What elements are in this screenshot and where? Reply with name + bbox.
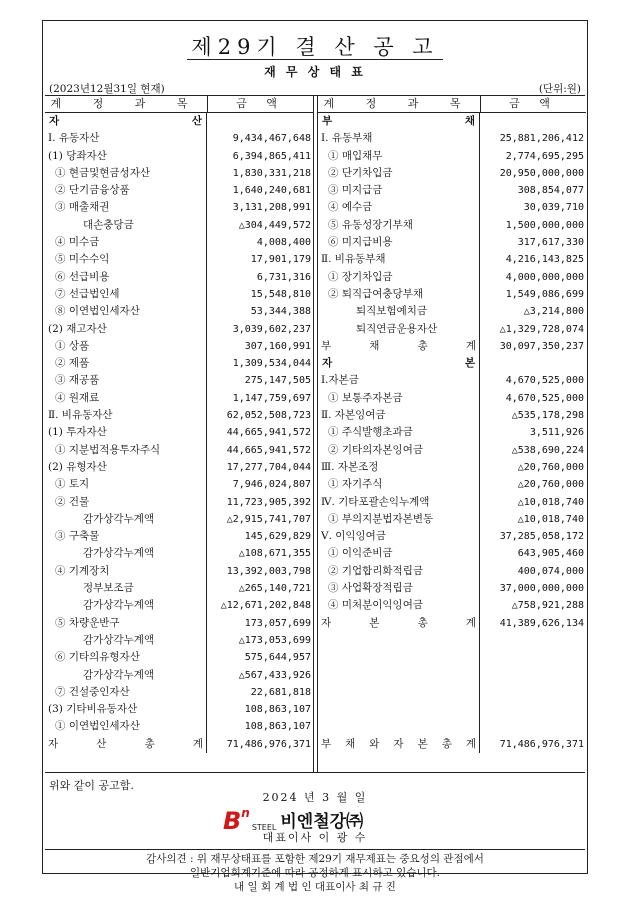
account-cell: 감가상각누계액 bbox=[45, 545, 207, 562]
table-row bbox=[45, 130, 313, 147]
account-cell: 퇴직연금운용자산 bbox=[318, 321, 480, 338]
table-row bbox=[318, 286, 586, 303]
amount-cell bbox=[480, 718, 586, 735]
table-row bbox=[318, 251, 586, 268]
account-cell: ① 이연법인세자산 bbox=[45, 718, 207, 735]
amount-cell: 7,946,024,807 bbox=[232, 479, 311, 491]
table-row bbox=[45, 372, 313, 389]
amount-cell bbox=[480, 667, 586, 684]
account-cell: 정부보조금 bbox=[45, 580, 207, 597]
account-cell: 대손충당금 bbox=[45, 217, 207, 234]
amount-cell: △2,915,741,707 bbox=[226, 513, 311, 525]
total-char: 총 bbox=[417, 339, 428, 352]
assets-column bbox=[45, 96, 314, 772]
amount-cell: 307,160,991 bbox=[244, 340, 311, 352]
amount-cell: △1,329,728,074 bbox=[499, 323, 584, 335]
announcement-date: 2024 년 3 월 일 bbox=[262, 791, 368, 804]
table-row bbox=[318, 217, 586, 234]
statement-subtitle: 재 무 상 태 표 bbox=[264, 65, 366, 79]
table-row bbox=[45, 217, 313, 234]
account-cell: ② 단기금융상품 bbox=[45, 182, 207, 199]
table-row bbox=[318, 182, 586, 199]
total-char: 자 bbox=[48, 737, 59, 750]
account-cell: ② 제품 bbox=[45, 355, 207, 372]
table-row bbox=[318, 165, 586, 182]
section-char: 본 bbox=[464, 357, 475, 370]
amount-cell: △10,018,740 bbox=[517, 513, 584, 525]
table-row bbox=[45, 182, 313, 199]
amount-cell: 4,670,525,000 bbox=[505, 392, 584, 404]
account-cell: ② 건물 bbox=[45, 494, 207, 511]
account-cell: ② 기업합리화적립금 bbox=[318, 563, 480, 580]
amount-cell: 3,131,208,991 bbox=[232, 202, 311, 214]
total-char: 산 bbox=[96, 737, 107, 750]
table-row bbox=[318, 545, 586, 562]
liabilities-header bbox=[318, 96, 586, 113]
account-cell: ① 장기차입금 bbox=[318, 269, 480, 286]
assets-header bbox=[45, 96, 313, 113]
amount-cell: 1,309,534,044 bbox=[232, 358, 311, 370]
account-cell: ④ 원재료 bbox=[45, 390, 207, 407]
table-row bbox=[45, 667, 313, 684]
amount-cell: 22,681,818 bbox=[250, 686, 311, 698]
account-cell: ④ 기계장치 bbox=[45, 563, 207, 580]
amount-cell: △304,449,572 bbox=[238, 219, 311, 231]
amount-cell: △567,433,926 bbox=[238, 669, 311, 681]
amount-cell: 1,549,086,699 bbox=[505, 288, 584, 300]
total-char: 총 bbox=[441, 737, 452, 750]
amount-cell: 15,548,810 bbox=[250, 288, 311, 300]
amount-header: 금 액 bbox=[509, 97, 558, 110]
amount-cell: 4,000,000,000 bbox=[505, 271, 584, 283]
page-title: 제29기 결 산 공 고 bbox=[43, 31, 587, 61]
amount-cell: △20,760,000 bbox=[517, 461, 584, 473]
total-char: 부 bbox=[321, 339, 332, 352]
amount-cell: 1,830,331,218 bbox=[232, 167, 311, 179]
account-cell: ⑤ 유동성장기부채 bbox=[318, 217, 480, 234]
table-row bbox=[45, 251, 313, 268]
account-cell: ⑤ 미수수익 bbox=[45, 251, 207, 268]
notice-text: 위와 같이 공고함. bbox=[49, 779, 134, 792]
account-cell: ① 보통주자본금 bbox=[318, 390, 480, 407]
amount-cell: △20,760,000 bbox=[517, 479, 584, 491]
logo-letter-b: B bbox=[223, 807, 242, 835]
amount-cell: 11,723,905,392 bbox=[226, 496, 311, 508]
total-char: 자 bbox=[321, 616, 332, 629]
account-cell bbox=[318, 632, 480, 649]
total-char: 채 bbox=[345, 737, 356, 750]
table-row bbox=[318, 580, 586, 597]
account-cell: ② 기타의자본잉여금 bbox=[318, 442, 480, 459]
account-cell bbox=[318, 701, 480, 718]
total-char: 본 bbox=[417, 737, 428, 750]
table-row bbox=[318, 372, 586, 389]
table-row bbox=[318, 130, 586, 147]
table-row bbox=[318, 701, 586, 718]
table-row bbox=[318, 321, 586, 338]
amount-cell: 1,147,759,697 bbox=[232, 392, 311, 404]
account-cell bbox=[318, 718, 480, 735]
table-row bbox=[45, 615, 313, 632]
table-row bbox=[45, 199, 313, 216]
section-char: 자 bbox=[49, 115, 60, 127]
audit-line-2: 일반기업회계기준에 따라 공정하게 표시하고 있습니다. bbox=[190, 867, 440, 879]
amount-cell: 4,008,400 bbox=[256, 237, 311, 249]
amount-cell: △108,671,355 bbox=[238, 548, 311, 560]
amount-cell: 4,216,143,825 bbox=[505, 254, 584, 266]
account-cell: Ⅰ.자본금 bbox=[318, 372, 480, 389]
table-row bbox=[45, 407, 313, 424]
table-row bbox=[45, 148, 313, 165]
account-cell: ③ 구축물 bbox=[45, 528, 207, 545]
account-cell: (2) 재고자산 bbox=[45, 321, 207, 338]
amount-cell: 41,389,626,134 bbox=[499, 617, 584, 629]
account-cell bbox=[318, 736, 480, 753]
amount-header: 금 액 bbox=[236, 97, 285, 110]
total-row bbox=[318, 736, 586, 753]
amount-cell bbox=[480, 701, 586, 718]
amount-cell bbox=[480, 649, 586, 666]
account-cell: ① 매입채무 bbox=[318, 148, 480, 165]
table-row bbox=[318, 667, 586, 684]
amount-cell: 4,670,525,000 bbox=[505, 375, 584, 387]
account-cell: Ⅱ. 비유동자산 bbox=[45, 407, 207, 424]
amount-cell: △538,690,224 bbox=[511, 444, 584, 456]
account-cell: 감가상각누계액 bbox=[45, 667, 207, 684]
account-cell: ⑥ 선급비용 bbox=[45, 269, 207, 286]
section-char: 자 bbox=[322, 357, 333, 370]
account-cell bbox=[45, 736, 207, 753]
table-row bbox=[45, 338, 313, 355]
account-cell bbox=[318, 684, 480, 701]
amount-cell: 6,394,865,411 bbox=[232, 150, 311, 162]
table-row bbox=[318, 649, 586, 666]
total-char: 총 bbox=[417, 616, 428, 629]
total-row bbox=[45, 736, 313, 753]
account-cell: ① 이익준비금 bbox=[318, 545, 480, 562]
amount-cell: 71,486,976,371 bbox=[499, 738, 584, 750]
amount-cell: 3,511,926 bbox=[529, 427, 584, 439]
amount-cell: 30,039,710 bbox=[523, 202, 584, 214]
amount-cell: △10,018,740 bbox=[517, 496, 584, 508]
total-char: 본 bbox=[369, 616, 380, 629]
amount-cell: 71,486,976,371 bbox=[226, 738, 311, 750]
section-row bbox=[318, 355, 586, 372]
amount-cell: 575,644,957 bbox=[244, 652, 311, 664]
table-row bbox=[318, 632, 586, 649]
account-cell bbox=[318, 667, 480, 684]
table-row bbox=[45, 269, 313, 286]
table-row bbox=[45, 528, 313, 545]
amount-cell: △758,921,288 bbox=[511, 600, 584, 612]
section-row bbox=[45, 113, 313, 130]
audit-opinion bbox=[45, 849, 585, 893]
account-cell: ⑥ 미지급비용 bbox=[318, 234, 480, 251]
table-row bbox=[318, 390, 586, 407]
account-cell: ① 토지 bbox=[45, 476, 207, 493]
table-row bbox=[318, 718, 586, 735]
account-cell: Ⅳ. 기타포괄손익누계액 bbox=[318, 494, 480, 511]
total-char: 계 bbox=[465, 737, 476, 750]
table-row bbox=[45, 165, 313, 182]
table-row bbox=[45, 303, 313, 320]
total-char: 와 bbox=[369, 737, 380, 750]
total-char: 계 bbox=[465, 339, 476, 352]
account-cell bbox=[318, 113, 480, 130]
total-char: 부 bbox=[321, 737, 332, 750]
amount-cell: 17,277,704,044 bbox=[226, 461, 311, 473]
table-row bbox=[45, 286, 313, 303]
account-cell: ① 부의지분법자본변동 bbox=[318, 511, 480, 528]
table-row bbox=[318, 234, 586, 251]
table-row bbox=[45, 563, 313, 580]
section-char: 채 bbox=[464, 115, 475, 127]
account-cell: Ⅰ. 유동자산 bbox=[45, 130, 207, 147]
audit-line-1: 감사의견 : 위 재무상태표를 포함한 제29기 재무제표는 중요성의 관점에서 bbox=[146, 853, 484, 865]
amount-cell: △265,140,721 bbox=[238, 583, 311, 595]
amount-cell: 37,285,058,172 bbox=[499, 531, 584, 543]
account-cell: ③ 매출채권 bbox=[45, 199, 207, 216]
table-row bbox=[318, 424, 586, 441]
account-cell: ① 자기주식 bbox=[318, 476, 480, 493]
section-char: 산 bbox=[191, 115, 202, 127]
account-cell: (3) 기타비유동자산 bbox=[45, 701, 207, 718]
amount-cell: 3,039,602,237 bbox=[232, 323, 311, 335]
amount-cell: △12,671,202,848 bbox=[220, 600, 311, 612]
liabilities-equity-column bbox=[317, 96, 586, 772]
amount-cell bbox=[480, 355, 586, 372]
amount-cell: 173,057,699 bbox=[244, 617, 311, 629]
account-cell: (1) 투자자산 bbox=[45, 424, 207, 441]
amount-cell: 1,500,000,000 bbox=[505, 219, 584, 231]
account-cell bbox=[318, 355, 480, 372]
account-cell: 감가상각누계액 bbox=[45, 597, 207, 614]
account-cell: 퇴직보험예치금 bbox=[318, 303, 480, 320]
account-cell: ① 주식발행초과금 bbox=[318, 424, 480, 441]
amount-cell: 20,950,000,000 bbox=[499, 167, 584, 179]
account-cell: ④ 미수금 bbox=[45, 234, 207, 251]
table-row bbox=[45, 459, 313, 476]
account-cell: ⑤ 차량운반구 bbox=[45, 615, 207, 632]
logo-letter-n: n bbox=[241, 806, 250, 820]
total-char: 계 bbox=[192, 737, 203, 750]
amount-cell: 17,901,179 bbox=[250, 254, 311, 266]
amount-cell: 25,881,206,412 bbox=[499, 133, 584, 145]
account-cell: ③ 미지급금 bbox=[318, 182, 480, 199]
amount-cell: 108,863,107 bbox=[244, 704, 311, 716]
account-cell bbox=[318, 649, 480, 666]
total-char: 계 bbox=[465, 616, 476, 629]
amount-cell bbox=[480, 684, 586, 701]
total-row bbox=[318, 615, 586, 632]
account-cell: 감가상각누계액 bbox=[45, 632, 207, 649]
amount-cell: 308,854,077 bbox=[517, 185, 584, 197]
table-row bbox=[318, 476, 586, 493]
account-cell bbox=[318, 338, 480, 355]
amount-cell: 37,000,000,000 bbox=[499, 583, 584, 595]
table-row bbox=[45, 597, 313, 614]
amount-cell: 275,147,505 bbox=[244, 375, 311, 387]
account-cell: ④ 예수금 bbox=[318, 199, 480, 216]
table-row bbox=[45, 701, 313, 718]
account-cell: ④ 미처분이익잉여금 bbox=[318, 597, 480, 614]
account-cell: ② 단기차입금 bbox=[318, 165, 480, 182]
account-cell: Ⅴ. 이익잉여금 bbox=[318, 528, 480, 545]
account-cell: ⑥ 기타의유형자산 bbox=[45, 649, 207, 666]
table-row bbox=[318, 597, 586, 614]
table-row bbox=[45, 632, 313, 649]
account-cell: Ⅰ. 유동부채 bbox=[318, 130, 480, 147]
amount-cell: △3,214,800 bbox=[523, 306, 584, 318]
table-row bbox=[45, 580, 313, 597]
account-header: 계 정 과 목 bbox=[318, 96, 481, 112]
account-cell: ③ 재공품 bbox=[45, 372, 207, 389]
ceo-signature: 대표이사 이 광 수 bbox=[262, 831, 368, 844]
table-row bbox=[45, 234, 313, 251]
section-row bbox=[318, 113, 586, 130]
announcement-frame bbox=[42, 20, 588, 893]
amount-cell: 1,640,240,681 bbox=[232, 185, 311, 197]
amount-cell bbox=[480, 113, 586, 130]
account-header: 계 정 과 목 bbox=[45, 96, 208, 112]
table-row bbox=[45, 684, 313, 701]
account-cell: ⑦ 건설중인자산 bbox=[45, 684, 207, 701]
table-row bbox=[45, 511, 313, 528]
unit-label: (단위:원) bbox=[538, 83, 581, 95]
account-cell: Ⅲ. 자본조정 bbox=[318, 459, 480, 476]
amount-cell: 13,392,003,798 bbox=[226, 565, 311, 577]
table-row bbox=[318, 528, 586, 545]
total-char: 자 bbox=[393, 737, 404, 750]
amount-cell: 62,052,508,723 bbox=[226, 410, 311, 422]
account-cell: ① 상품 bbox=[45, 338, 207, 355]
amount-cell: 145,629,829 bbox=[244, 531, 311, 543]
amount-cell: 108,863,107 bbox=[244, 721, 311, 733]
table-row bbox=[45, 476, 313, 493]
table-row bbox=[318, 148, 586, 165]
table-row bbox=[318, 511, 586, 528]
table-row bbox=[45, 494, 313, 511]
total-char: 총 bbox=[144, 737, 155, 750]
amount-cell: 44,665,941,572 bbox=[226, 427, 311, 439]
table-row bbox=[45, 321, 313, 338]
amount-cell: 2,774,695,295 bbox=[505, 150, 584, 162]
amount-cell bbox=[207, 113, 313, 130]
table-row bbox=[45, 390, 313, 407]
table-row bbox=[45, 355, 313, 372]
section-char: 부 bbox=[322, 115, 333, 127]
amount-cell: 30,097,350,237 bbox=[499, 340, 584, 352]
table-row bbox=[318, 494, 586, 511]
table-row bbox=[318, 684, 586, 701]
amount-cell: △173,053,699 bbox=[238, 634, 311, 646]
amount-cell: 53,344,388 bbox=[250, 306, 311, 318]
amount-cell: △535,178,298 bbox=[511, 410, 584, 422]
amount-cell: 9,434,467,648 bbox=[232, 133, 311, 145]
company-name: 비엔철강㈜ bbox=[280, 812, 364, 832]
table-row bbox=[318, 442, 586, 459]
account-cell: ① 지분법적용투자주식 bbox=[45, 442, 207, 459]
table-row bbox=[45, 718, 313, 735]
account-cell: ① 현금및현금성자산 bbox=[45, 165, 207, 182]
table-row bbox=[318, 407, 586, 424]
account-cell: (1) 당좌자산 bbox=[45, 148, 207, 165]
account-cell bbox=[318, 615, 480, 632]
account-cell bbox=[45, 113, 207, 130]
amount-cell: 6,731,316 bbox=[256, 271, 311, 283]
amount-cell bbox=[480, 632, 586, 649]
amount-cell: 400,074,000 bbox=[517, 565, 584, 577]
table-row bbox=[318, 459, 586, 476]
amount-cell: 317,617,330 bbox=[517, 237, 584, 249]
total-row bbox=[318, 338, 586, 355]
account-cell: ③ 사업확장적립금 bbox=[318, 580, 480, 597]
total-char: 채 bbox=[369, 339, 380, 352]
table-row bbox=[318, 563, 586, 580]
account-cell: Ⅱ. 자본잉여금 bbox=[318, 407, 480, 424]
audit-line-3: 내 일 회 계 법 인 대표이사 최 규 진 bbox=[234, 881, 396, 893]
table-row bbox=[45, 649, 313, 666]
table-row bbox=[318, 199, 586, 216]
amount-cell: 643,905,460 bbox=[517, 548, 584, 560]
table-row bbox=[318, 269, 586, 286]
table-row bbox=[318, 303, 586, 320]
as-of-date: (2023년12월31일 현재) bbox=[49, 83, 165, 95]
account-cell: Ⅱ. 비유동부채 bbox=[318, 251, 480, 268]
account-cell: 감가상각누계액 bbox=[45, 511, 207, 528]
account-cell: ② 퇴직급여충당부채 bbox=[318, 286, 480, 303]
account-cell: ⑧ 이연법인세자산 bbox=[45, 303, 207, 320]
logo-steel: STEEL bbox=[251, 823, 277, 832]
account-cell: (2) 유형자산 bbox=[45, 459, 207, 476]
table-row bbox=[45, 424, 313, 441]
table-row bbox=[45, 442, 313, 459]
account-cell: ⑦ 선급법인세 bbox=[45, 286, 207, 303]
table-row bbox=[45, 545, 313, 562]
balance-sheet-table bbox=[45, 95, 585, 773]
amount-cell: 44,665,941,572 bbox=[226, 444, 311, 456]
